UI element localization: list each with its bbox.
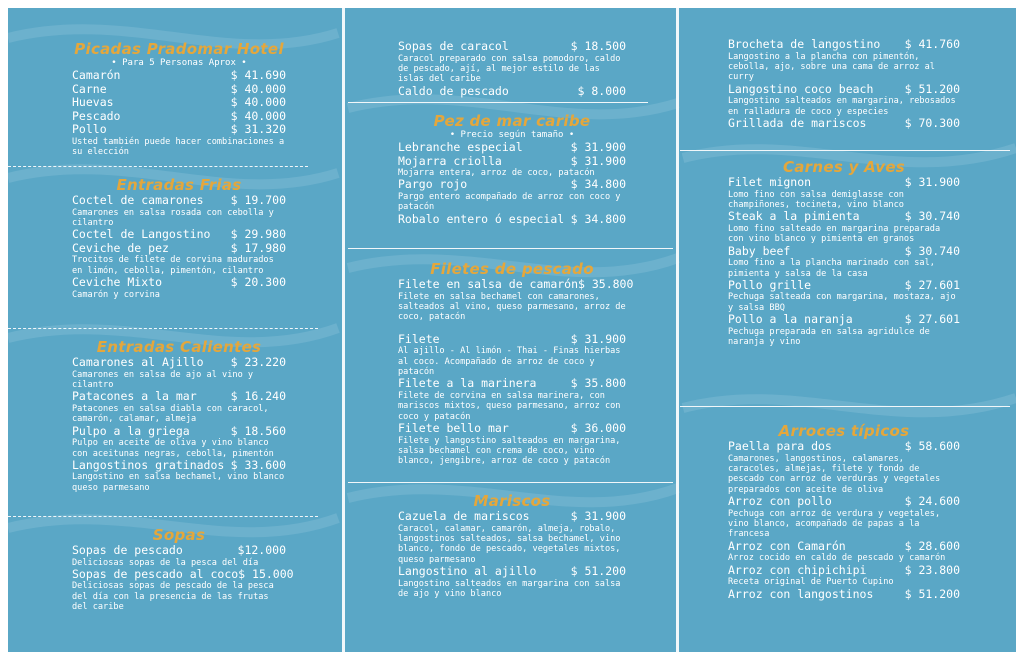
section-title: Carnes y Aves (782, 158, 906, 176)
section-subtitle: • Precio según tamaño • (449, 130, 575, 140)
section-title: Sopas (152, 526, 206, 544)
item-price: $ 51.200 (904, 586, 960, 601)
item-price: $ 18.560 (230, 423, 286, 438)
item-description: Camarones en salsa de ajo al vino y cilantro (72, 369, 254, 390)
section-carnes (728, 158, 960, 348)
section-arroces (728, 422, 960, 601)
section-title: Entradas Frias (116, 176, 242, 194)
section-mariscos (398, 492, 626, 599)
item-description: Pechuga salteada con margarina, mostaza, ajo y salsa BBQ (728, 292, 956, 313)
item-price: $ 19.700 (230, 193, 286, 207)
item-description: Lomo fino salteado en margarina preparada con vino blanco y pimienta en granos (728, 223, 941, 245)
item-name: Camarones al Ajillo (72, 355, 204, 369)
item-name: Huevas (72, 95, 114, 109)
item-name: Caldo de pescado (398, 83, 509, 98)
item-name: Filete bello mar (398, 421, 509, 436)
item-price: $ 40.000 (230, 108, 286, 123)
item-price: $ 27.601 (904, 277, 960, 292)
item-name: Arroz con pollo (728, 494, 832, 509)
item-description: Patacones en salsa diabla con caracol, camarón, calamar, almeja (72, 403, 269, 425)
item-name: Paella para dos (728, 439, 832, 453)
item-price: $ 8.000 (577, 83, 626, 98)
item-price: $ 34.800 (570, 177, 626, 192)
item-description: Arroz cocido en caldo de pescado y camarón (728, 553, 946, 564)
item-price: $ 40.000 (230, 81, 286, 96)
column-2 (398, 8, 634, 652)
item-description: Camarones en salsa rosada con cebolla y cilantro (72, 207, 274, 228)
item-description: Pulpo en aceite de oliva y vino blanco con aceitunas negras, cebolla, pimentón (72, 438, 274, 459)
item-name: Lebranche especial (398, 140, 523, 154)
item-price: $ 23.220 (230, 355, 286, 369)
item-description: Pargo entero acompañado de arroz con coco y patacón (398, 191, 621, 213)
item-name: Filete a la marinera (398, 376, 537, 391)
section-filetes (398, 260, 634, 467)
item-name: Pollo grille (728, 277, 812, 292)
item-price: $ 20.300 (230, 275, 286, 290)
item-name: Grillada de mariscos (728, 116, 867, 131)
item-description: Deliciosas sopas de la pesca del día (72, 557, 259, 568)
item-price: $ 58.600 (904, 439, 960, 453)
item-price: $ 40.000 (230, 95, 286, 109)
item-name: Pescado (72, 108, 121, 123)
item-name: Pargo rojo (398, 177, 468, 192)
item-price: $ 30.740 (904, 209, 960, 224)
item-name: Cazuela de mariscos (398, 509, 530, 523)
item-description: Mojarra entera, arroz de coco, patacón (398, 168, 595, 178)
item-price: $ 33.600 (230, 457, 286, 472)
item-name: Filet mignon (728, 175, 812, 189)
item-price: $ 30.740 (904, 243, 960, 258)
item-description: Filete en salsa bechamel con camarones, salteados al vino, queso parmesano, arroz de coco, patacón (398, 291, 626, 323)
section-sopas-caracol (398, 40, 626, 98)
item-description: Pechuga con arroz de verdura y vegetales, vino blanco, acompañado de papas a la francesa (728, 508, 941, 540)
item-price: $ 31.320 (230, 122, 286, 136)
item-name: Ceviche Mixto (72, 275, 163, 290)
item-price: $ 31.900 (570, 509, 626, 523)
item-name: Sopas de pescado al coco (72, 566, 239, 581)
item-name: Filete en salsa de camarón (398, 277, 579, 291)
section-sopas (72, 526, 294, 613)
item-name: Ceviche de pez (72, 240, 169, 255)
column-3 (728, 8, 960, 652)
item-price: $ 24.600 (904, 494, 960, 509)
section-title: Pez de mar caribe (433, 112, 591, 130)
item-price: $ 35.800 (578, 277, 634, 291)
item-name: Coctel de Langostino (72, 227, 211, 242)
column-1 (72, 8, 294, 652)
item-description: Filete y langostino salteados en margarina, salsa bechamel con crema de coco, vino blanco, jengibre, arroz de coco y patacón (398, 435, 621, 467)
fold-line-left (342, 8, 345, 652)
section-subtitle: • Para 5 Personas Aprox • (111, 58, 247, 68)
item-name: Arroz con chipichipi (728, 562, 867, 577)
item-description: Langostino en salsa bechamel, vino blanco queso parmesano (72, 472, 285, 493)
item-price: $ 17.980 (230, 240, 286, 255)
section-note: Usted también puede hacer combinaciones a su elección (72, 136, 285, 157)
item-description: Filete de corvina en salsa marinera, con mariscos mixtos, queso parmesano, arroz con coco y patacón (398, 390, 621, 422)
item-name: Camarón (72, 68, 121, 82)
item-price: $ 35.800 (570, 376, 626, 391)
item-price: $ 41.760 (904, 37, 960, 51)
item-description: Langostino salteados en margarina con salsa de ajo y vino blanco (398, 578, 621, 600)
item-name: Mojarra criolla (398, 153, 502, 168)
section-pez-mar (398, 112, 626, 226)
item-description: Langostino a la plancha con pimentón, cebolla, ajo, sobre una cama de arroz al curry (728, 51, 935, 83)
item-name: Filete (398, 331, 440, 346)
section-picadas (72, 40, 286, 157)
item-price: $ 51.200 (570, 564, 626, 579)
item-price: $ 15.000 (238, 566, 294, 581)
section-entradas-calientes (72, 338, 286, 493)
item-name: Baby beef (728, 243, 791, 258)
item-price: $ 51.200 (904, 81, 960, 96)
item-price: $ 36.000 (570, 421, 626, 436)
item-name: Sopas de pescado (72, 543, 183, 557)
item-description: Trocitos de filete de corvina madurados en limón, cebolla, pimentón, cilantro (72, 255, 274, 276)
item-description: Caracol, calamar, camarón, almeja, robalo, langostinos salteados, salsa bechamel, vino blanco, fondo de pescado, vegetales mixtos, queso parmesano (398, 523, 621, 565)
item-price: $ 29.980 (230, 227, 286, 242)
section-title: Filetes de pescado (430, 260, 594, 278)
item-description: Camarón y corvina (72, 289, 160, 300)
item-price: $ 31.900 (904, 175, 960, 189)
item-name: Robalo entero ó especial (398, 211, 565, 226)
item-name: Arroz con langostinos (728, 586, 874, 601)
item-name: Steak a la pimienta (728, 209, 860, 224)
item-name: Carne (72, 81, 107, 96)
item-name: Langostino coco beach (728, 81, 874, 96)
item-description: Lomo fino a la plancha marinado con sal, pimienta y salsa de la casa (728, 258, 935, 279)
item-name: Arroz con Camarón (728, 538, 846, 553)
section-entradas-frias (72, 176, 286, 300)
fold-line-right (676, 8, 679, 652)
item-name: Coctel de camarones (72, 193, 204, 207)
item-name: Pulpo a la griega (72, 423, 190, 438)
item-price: $ 34.800 (570, 211, 626, 226)
item-description: Al ajillo - Al limón - Thai - Finas hierbas al coco. Acompañado de arroz de coco y patacón (398, 346, 621, 378)
item-name: Sopas de caracol (398, 39, 509, 53)
item-price: $ 41.690 (230, 68, 286, 82)
item-description: Caracol preparado con salsa pomodoro, caldo de pescado, ají, al mejor estilo de las islas del caribe (398, 53, 621, 85)
menu-panel (8, 8, 1016, 652)
item-name: Brocheta de langostino (728, 37, 881, 51)
item-name: Pollo (72, 122, 107, 136)
item-price: $ 31.900 (570, 153, 626, 168)
item-price: $ 70.300 (904, 116, 960, 131)
item-description: Langostino salteados en margarina, rebosados en ralladura de coco y especies (728, 96, 956, 117)
item-description: Receta original de Puerto Cupino (728, 577, 894, 588)
item-name: Patacones a la mar (72, 389, 197, 404)
item-price: $ 31.900 (570, 331, 626, 346)
section-title: Entradas Calientes (96, 338, 262, 356)
section-title: Arroces típicos (778, 422, 910, 440)
item-price: $ 27.601 (904, 312, 960, 327)
item-description: Camarones, langostinos, calamares, caracoles, almejas, filete y fondo de pescado con arroz de verduras y vegetales preparados con aceite de oliva (728, 453, 941, 495)
item-price: $ 18.500 (570, 39, 626, 53)
item-name: Langostinos gratinados (72, 457, 225, 472)
item-price: $12.000 (237, 543, 286, 557)
section-title: Mariscos (473, 492, 551, 510)
item-name: Pollo a la naranja (728, 312, 853, 327)
item-price: $ 23.800 (904, 562, 960, 577)
item-price: $ 16.240 (230, 389, 286, 404)
section-mariscos-cont (728, 38, 960, 131)
item-description: Deliciosas sopas de pescado de la pesca del día con la presencia de las frutas del caribe (72, 581, 274, 613)
item-description: Lomo fino con salsa demiglasse con champiñones, tocineta, vino blanco (728, 189, 904, 210)
item-price: $ 28.600 (904, 538, 960, 553)
item-name: Langostino al ajillo (398, 564, 537, 579)
item-price: $ 31.900 (570, 140, 626, 154)
item-description: Pechuga preparada en salsa agridulce de naranja y vino (728, 326, 930, 348)
section-title: Picadas Pradomar Hotel (74, 40, 284, 58)
